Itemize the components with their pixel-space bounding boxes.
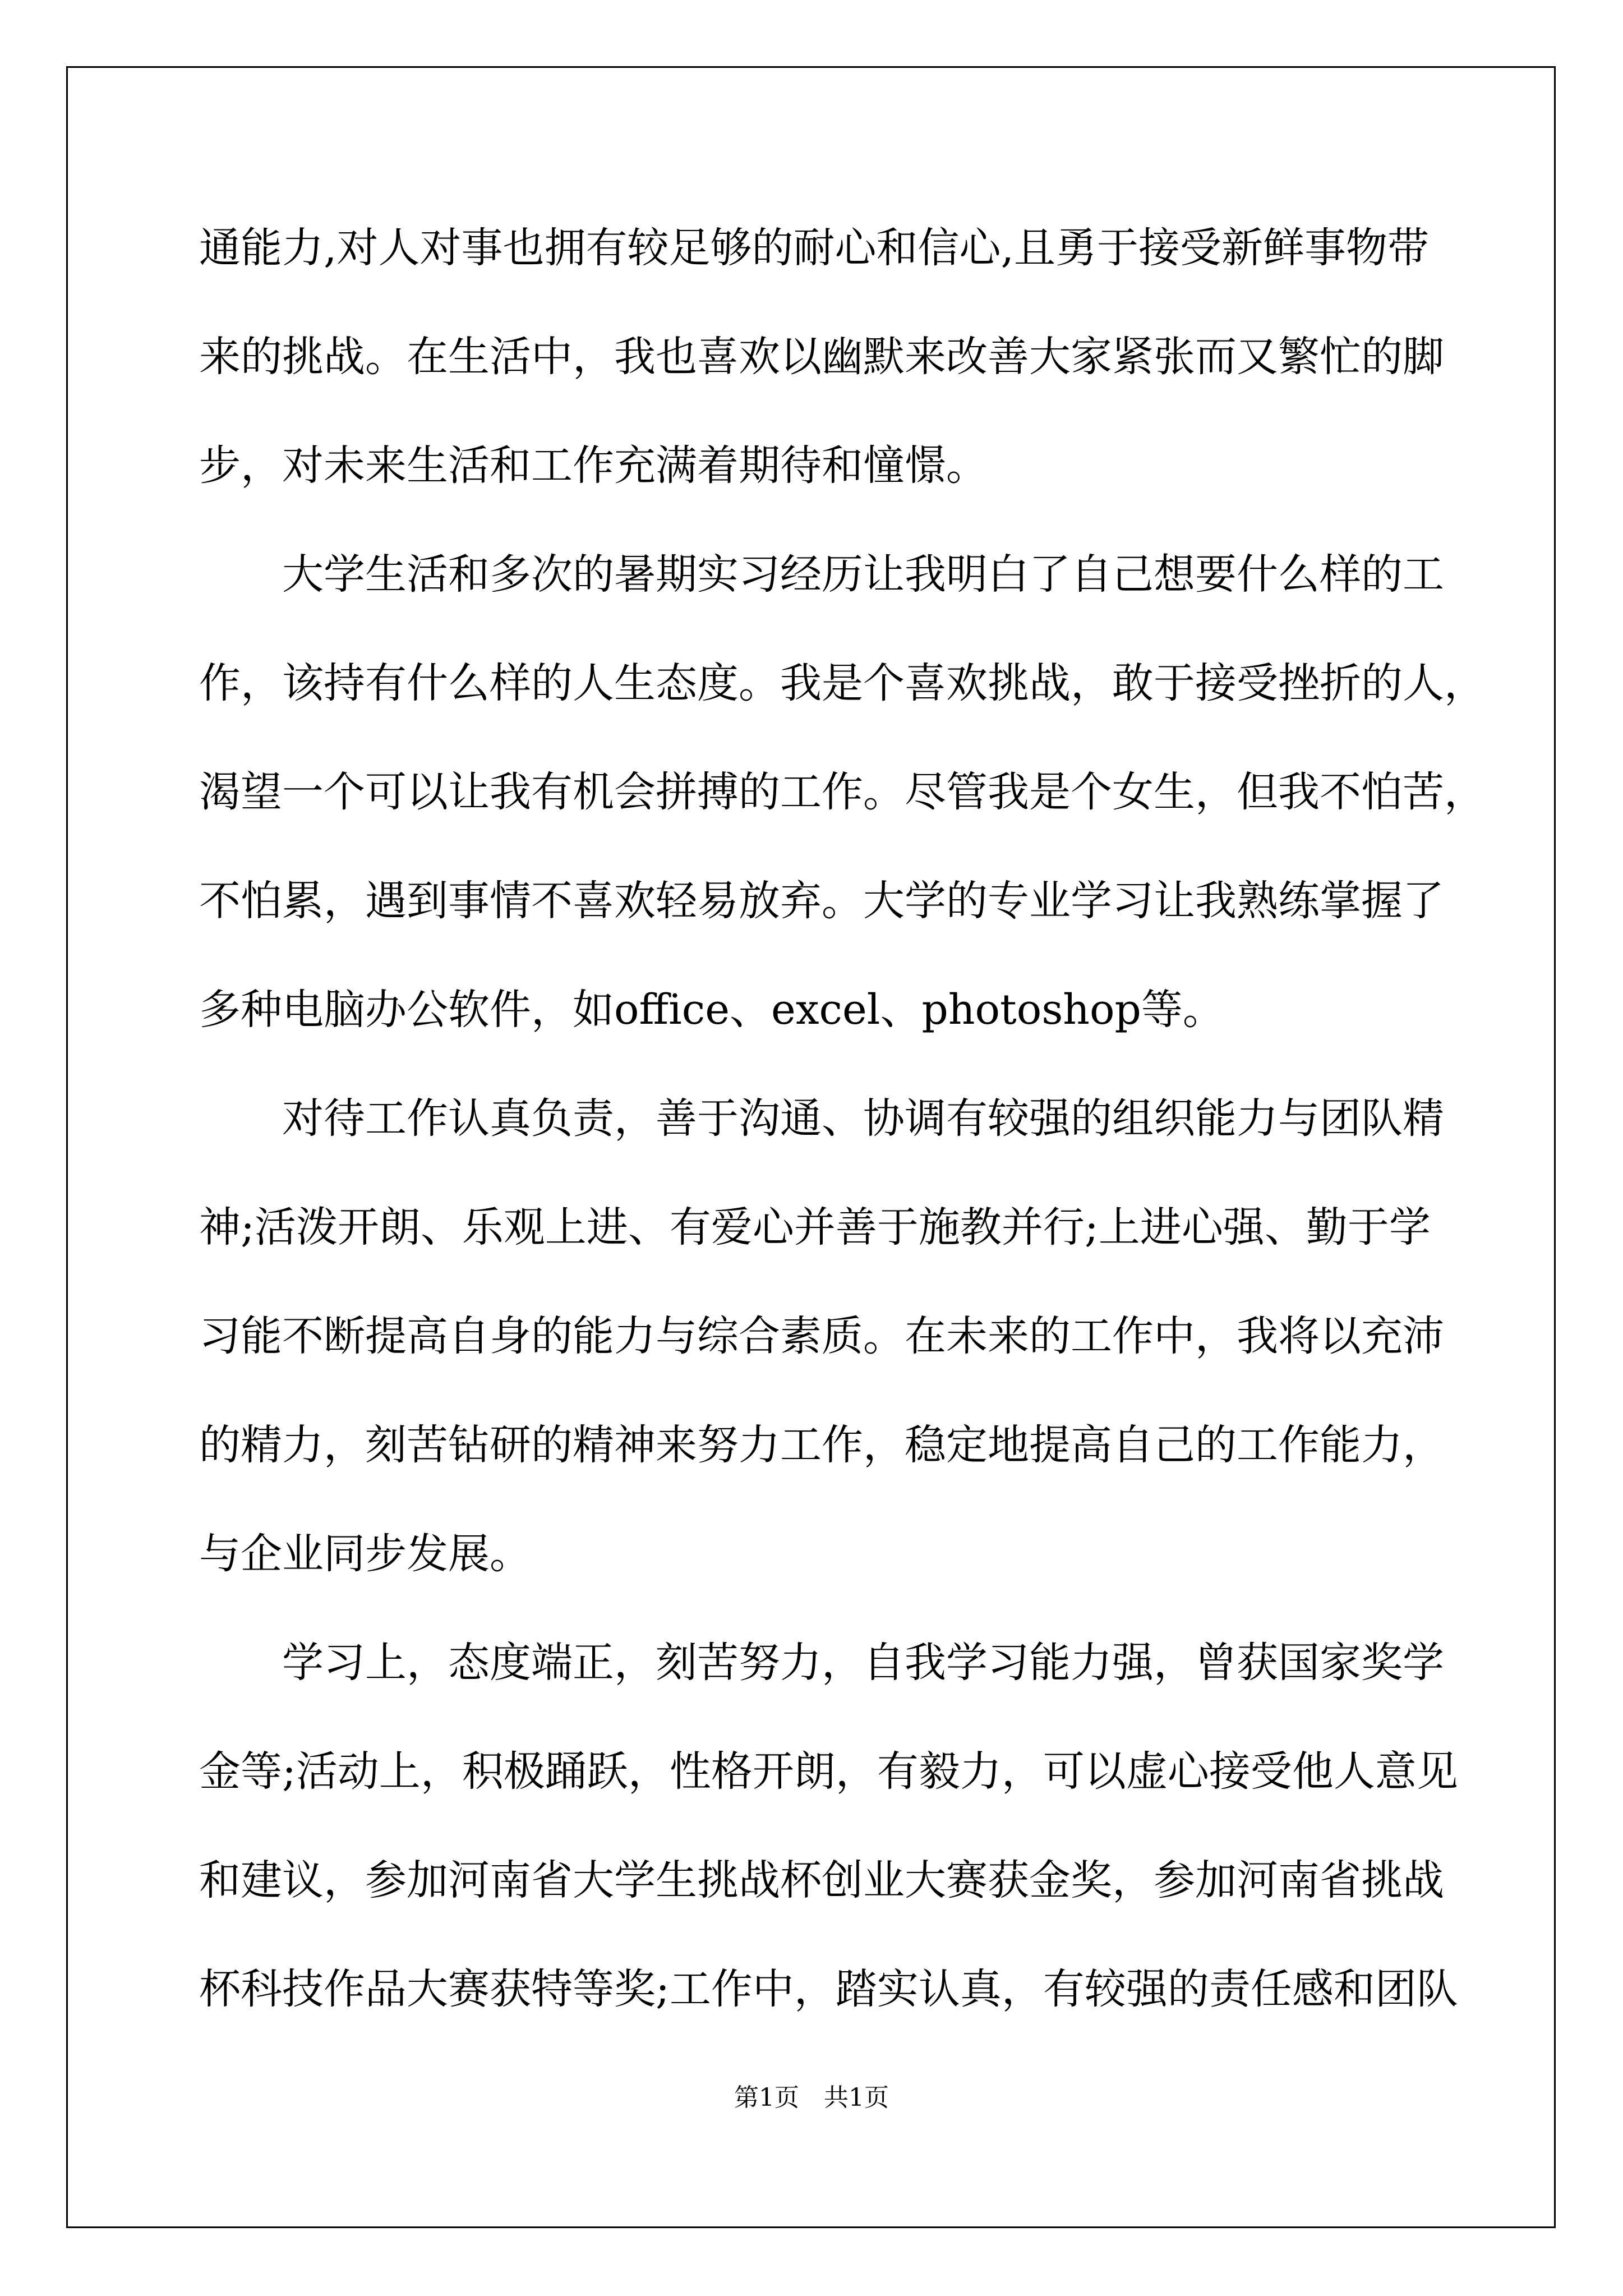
text-line: 对待工作认真负责，善于沟通、协调有较强的组织能力与团队精: [199, 1094, 1444, 1143]
text-line: 来的挑战。在生活中，我也喜欢以幽默来改善大家紧张而又繁忙的脚: [199, 333, 1444, 381]
page-footer: 第1页 共1页: [734, 2083, 889, 2112]
text-line: 与企业同步发展。: [199, 1530, 531, 1578]
text-line: 金等;活动上，积极踊跃，性格开朗，有毅力，可以虚心接受他人意见: [199, 1747, 1458, 1796]
text-line: 渴望一个可以让我有机会拼搏的工作。尽管我是个女生，但我不怕苦，: [199, 768, 1486, 816]
text-line: 杯科技作品大赛获特等奖;工作中，踏实认真，有较强的责任感和团队: [199, 1965, 1458, 2013]
text-line: 通能力,对人对事也拥有较足够的耐心和信心,且勇于接受新鲜事物带: [199, 224, 1430, 272]
text-line: 作，该持有什么样的人生态度。我是个喜欢挑战，敢于接受挫折的人，: [199, 659, 1486, 707]
text-line: 学习上，态度端正，刻苦努力，自我学习能力强，曾获国家奖学: [199, 1639, 1444, 1687]
text-line: 习能不断提高自身的能力与综合素质。在未来的工作中，我将以充沛: [199, 1312, 1444, 1360]
text-line: 多种电脑办公软件，如office、excel、photoshop等。: [199, 986, 1224, 1034]
text-line: 大学生活和多次的暑期实习经历让我明白了自己想要什么样的工: [199, 550, 1444, 599]
text-line: 神;活泼开朗、乐观上进、有爱心并善于施教并行;上进心强、勤于学: [199, 1203, 1431, 1251]
text-line: 不怕累，遇到事情不喜欢轻易放弃。大学的专业学习让我熟练掌握了: [199, 877, 1444, 925]
text-line: 步，对未来生活和工作充满着期待和憧憬。: [199, 441, 988, 490]
text-line: 的精力，刻苦钻研的精神来努力工作，稳定地提高自己的工作能力，: [199, 1421, 1444, 1469]
text-line: 和建议，参加河南省大学生挑战杯创业大赛获金奖，参加河南省挑战: [199, 1856, 1444, 1904]
